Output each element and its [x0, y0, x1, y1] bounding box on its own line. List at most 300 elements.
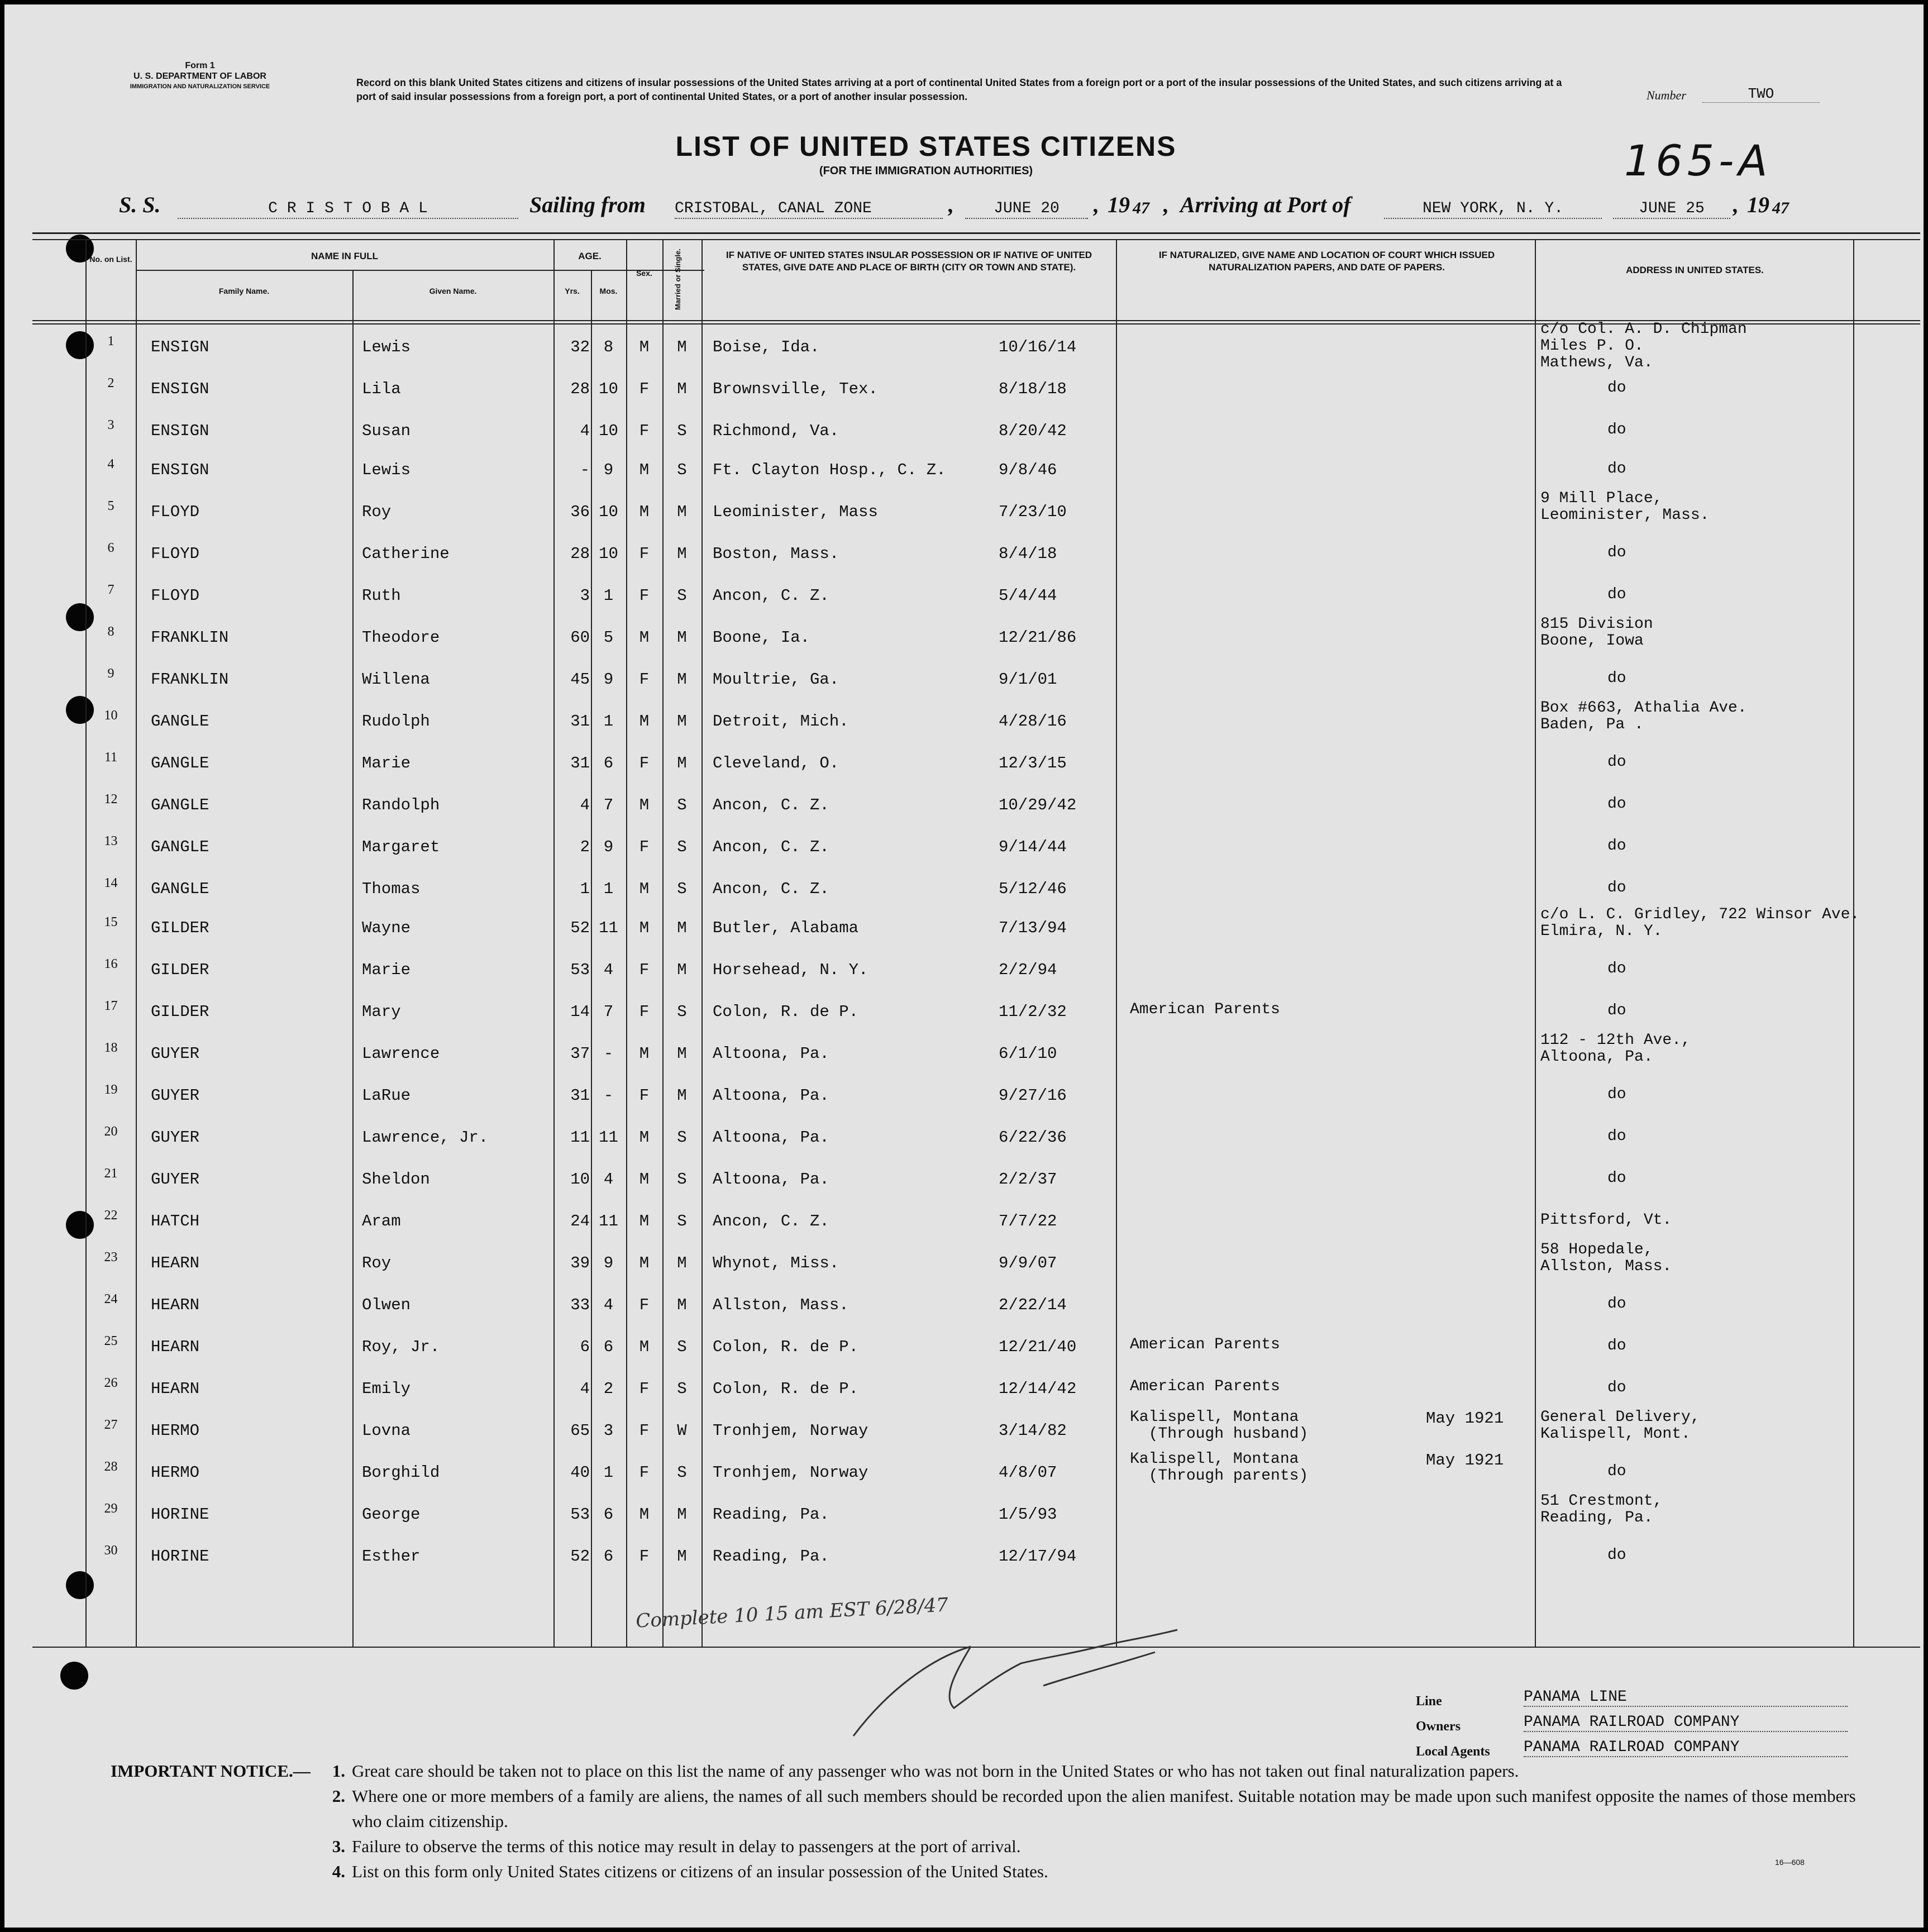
cell-mos: 4 [603, 1296, 614, 1314]
cell-place: Detroit, Mich. [713, 712, 849, 731]
important-notice [111, 1758, 1864, 1884]
cell-no: 1 [107, 334, 114, 349]
cell-ms: S [677, 461, 687, 479]
cell-mos: 7 [603, 1003, 614, 1021]
cell-yrs: 24 [570, 1212, 590, 1230]
table-row [4, 948, 1924, 990]
cell-place: Horsehead, N. Y. [713, 961, 868, 979]
cell-sex: F [639, 1086, 650, 1105]
comma: , [948, 192, 954, 217]
cell-address: do [1607, 753, 1626, 771]
cell-mos: 5 [603, 628, 614, 647]
cell-address: do [1607, 879, 1626, 896]
cell-mos: 10 [599, 545, 618, 563]
cell-sex: F [639, 586, 650, 605]
cell-address: 58 Hopedale, Allston, Mass. [1540, 1241, 1672, 1275]
col-header-married: Married or Single. [674, 249, 682, 311]
footer-code: 16—608 [1775, 1858, 1805, 1867]
cell-sex: F [639, 670, 650, 689]
cell-nat: Kalispell, Montana (Through husband) [1130, 1409, 1309, 1443]
cell-address: do [1607, 960, 1626, 977]
cell-sex: M [639, 1338, 650, 1356]
cell-place: Richmond, Va. [713, 422, 839, 440]
cell-yrs: 33 [570, 1296, 590, 1314]
cell-place: Cleveland, O. [713, 754, 839, 772]
intro-text: Record on this blank United States citizens and citizens of insular possessions of the United States arriving at a port of continental United States from a foreign port or a port of the insular possessions of the United States, and such citizens arriving at a port of said insular possessions from a foreign port, a port of continental United States, or a port of another insular possession. [356, 77, 1562, 102]
table-row [4, 409, 1924, 451]
cell-mos: - [603, 1044, 614, 1063]
cell-no: 17 [104, 999, 118, 1013]
notice-item [111, 1859, 1864, 1884]
cell-sex: M [639, 628, 650, 647]
cell-no: 19 [104, 1082, 118, 1097]
cell-date: 7/23/10 [999, 503, 1067, 521]
cell-nat: Kalispell, Montana (Through parents) [1130, 1451, 1309, 1485]
notice-item [111, 1834, 1864, 1859]
cell-address: do [1607, 1170, 1626, 1187]
cell-family: ENSIGN [151, 422, 209, 440]
cell-sex: F [639, 1463, 650, 1482]
cell-given: Rudolph [362, 712, 430, 731]
cell-address: 51 Crestmont, Reading, Pa. [1540, 1492, 1663, 1526]
cell-ms: S [677, 422, 687, 440]
table-row [4, 1493, 1924, 1534]
cell-place: Reading, Pa. [713, 1547, 829, 1566]
cell-mos: 9 [603, 461, 614, 479]
arriving-label-comma: , [1163, 192, 1169, 217]
cell-no: 25 [104, 1334, 118, 1348]
cell-family: HATCH [151, 1212, 200, 1230]
table-row [4, 1032, 1924, 1074]
cell-sex: M [639, 1505, 650, 1524]
arrival-port: NEW YORK, N. Y. [1422, 200, 1564, 217]
cell-place: Brownsville, Tex. [713, 380, 878, 398]
cell-family: ENSIGN [151, 461, 209, 479]
cell-ms: S [677, 1170, 687, 1189]
cell-date: 9/8/46 [999, 461, 1057, 479]
ss-label: S. S. [119, 192, 161, 217]
arriving-label: Arriving at Port of [1180, 192, 1351, 217]
cell-nat-date: May 1921 [1426, 1409, 1504, 1428]
cell-date: 3/14/82 [999, 1421, 1067, 1440]
cell-family: GILDER [151, 919, 209, 937]
cell-place: Whynot, Miss. [713, 1254, 839, 1272]
cell-yrs: 28 [570, 380, 590, 398]
cell-given: Roy [362, 503, 392, 521]
table-top-rule [32, 232, 1920, 234]
cell-no: 22 [104, 1208, 118, 1223]
table-row [4, 1451, 1924, 1492]
cell-ms: M [677, 545, 687, 563]
sailing-from: CRISTOBAL, CANAL ZONE [675, 200, 872, 217]
cell-yrs: 11 [570, 1128, 590, 1147]
sailing-year-prefix: 19 [1108, 192, 1130, 217]
cell-family: GILDER [151, 961, 209, 979]
handwritten-number: 165-A [1624, 136, 1772, 185]
cell-given: Olwen [362, 1296, 411, 1314]
cell-yrs: 2 [580, 838, 590, 856]
cell-family: ENSIGN [151, 338, 209, 356]
cell-family: HORINE [151, 1547, 209, 1566]
cell-ms: M [677, 1044, 687, 1063]
cell-mos: 9 [603, 1254, 614, 1272]
col-header-sex: Sex. [636, 269, 652, 278]
cell-place: Leominister, Mass [713, 503, 878, 521]
cell-sex: M [639, 1128, 650, 1147]
cell-address: Box #663, Athalia Ave. Baden, Pa . [1540, 699, 1747, 733]
cell-family: HERMO [151, 1463, 200, 1482]
cell-sex: M [639, 1254, 650, 1272]
cell-no: 28 [104, 1459, 118, 1474]
owners-label: Owners [1416, 1719, 1461, 1734]
col-header-name: NAME IN FULL [311, 251, 378, 261]
cell-ms: M [677, 380, 687, 398]
cell-ms: S [677, 1003, 687, 1021]
cell-date: 9/27/16 [999, 1086, 1067, 1105]
cell-no: 12 [104, 792, 118, 807]
cell-mos: 9 [603, 670, 614, 689]
cell-yrs: 31 [570, 754, 590, 772]
signature [786, 1624, 1244, 1753]
cell-mos: 4 [603, 1170, 614, 1189]
cell-place: Allston, Mass. [713, 1296, 849, 1314]
table-row [4, 1535, 1924, 1576]
cell-no: 5 [107, 499, 114, 513]
cell-given: Wayne [362, 919, 411, 937]
cell-family: GUYER [151, 1128, 200, 1147]
notice-number: 4. [332, 1862, 345, 1881]
cell-place: Tronhjem, Norway [713, 1421, 868, 1440]
cell-address: Pittsford, Vt. [1540, 1211, 1672, 1229]
table-row [4, 990, 1924, 1032]
cell-mos: 6 [603, 1547, 614, 1566]
cell-family: GANGLE [151, 838, 209, 856]
cell-ms: M [677, 628, 687, 647]
cell-date: 2/2/94 [999, 961, 1057, 979]
notice-text: Failure to observe the terms of this notice may result in delay to passengers at the port of arrival. [352, 1836, 1021, 1856]
cell-place: Colon, R. de P. [713, 1338, 859, 1356]
cell-place: Ancon, C. Z. [713, 586, 829, 605]
cell-given: Lila [362, 380, 401, 398]
cell-sex: M [639, 1044, 650, 1063]
agents-label: Local Agents [1416, 1744, 1490, 1759]
cell-mos: 9 [603, 838, 614, 856]
cell-given: Lawrence, Jr. [362, 1128, 489, 1147]
comma: , [1094, 192, 1099, 217]
cell-date: 4/28/16 [999, 712, 1067, 731]
cell-given: Marie [362, 754, 411, 772]
table-row [4, 784, 1924, 825]
cell-date: 9/1/01 [999, 670, 1057, 689]
table-row [4, 1409, 1924, 1451]
cell-ms: M [677, 338, 687, 356]
table-row [4, 742, 1924, 783]
cell-ms: M [677, 961, 687, 979]
cell-sex: M [639, 461, 650, 479]
form-header [94, 60, 306, 92]
cell-address: General Delivery, Kalispell, Mont. [1540, 1409, 1700, 1443]
cell-yrs: 60 [570, 628, 590, 647]
cell-given: Theodore [362, 628, 440, 647]
cell-address: c/o L. C. Gridley, 722 Winsor Ave. Elmira, N. Y. [1540, 906, 1860, 940]
number-value: TWO [1702, 85, 1820, 103]
page-subtitle: (FOR THE IMMIGRATION AUTHORITIES) [819, 165, 1033, 177]
cell-mos: 11 [599, 1128, 618, 1147]
cell-date: 9/9/07 [999, 1254, 1057, 1272]
cell-ms: M [677, 670, 687, 689]
cell-mos: 6 [603, 1338, 614, 1356]
cell-no: 7 [107, 583, 114, 597]
punch-hole [60, 1662, 88, 1690]
line-label: Line [1416, 1694, 1442, 1709]
sailing-date: JUNE 20 [994, 200, 1060, 217]
cell-no: 4 [107, 457, 114, 471]
cell-date: 2/22/14 [999, 1296, 1067, 1314]
cell-given: Emily [362, 1380, 411, 1398]
cell-date: 12/21/86 [999, 628, 1077, 647]
cell-given: Willena [362, 670, 430, 689]
cell-yrs: 10 [570, 1170, 590, 1189]
table-row [4, 1074, 1924, 1115]
cell-family: FRANKLIN [151, 670, 229, 689]
cell-date: 8/18/18 [999, 380, 1067, 398]
cell-given: Roy, Jr. [362, 1338, 440, 1356]
cell-date: 10/29/42 [999, 796, 1077, 814]
cell-ms: S [677, 796, 687, 814]
table-row [4, 907, 1924, 948]
cell-ms: S [677, 586, 687, 605]
cell-address: 815 Division Boone, Iowa [1540, 616, 1653, 650]
cell-given: Mary [362, 1003, 401, 1021]
cell-no: 10 [104, 708, 118, 723]
cell-sex: F [639, 545, 650, 563]
cell-date: 12/21/40 [999, 1338, 1077, 1356]
cell-yrs: 37 [570, 1044, 590, 1063]
cell-mos: 6 [603, 1505, 614, 1524]
table-row [4, 1116, 1924, 1157]
cell-given: Roy [362, 1254, 392, 1272]
cell-given: Lovna [362, 1421, 411, 1440]
cell-no: 16 [104, 957, 118, 971]
cell-ms: M [677, 1254, 687, 1272]
cell-sex: F [639, 1296, 650, 1314]
cell-place: Colon, R. de P. [713, 1003, 859, 1021]
notice-number: 1. [332, 1761, 345, 1781]
cell-ms: M [677, 754, 687, 772]
cell-no: 14 [104, 876, 118, 890]
cell-place: Altoona, Pa. [713, 1044, 829, 1063]
cell-family: HEARN [151, 1338, 200, 1356]
col-header-birth: IF NATIVE OF UNITED STATES INSULAR POSSESSION OR IF NATIVE OF UNITED STATES, GIVE DATE AND PLACE OF BIRTH (CITY OR TOWN AND STATE). [726, 250, 1092, 273]
cell-place: Ancon, C. Z. [713, 1212, 829, 1230]
cell-given: Thomas [362, 880, 421, 898]
notice-item [111, 1758, 1864, 1783]
cell-ms: M [677, 712, 687, 731]
cell-sex: M [639, 796, 650, 814]
table-row [4, 826, 1924, 867]
cell-family: GUYER [151, 1170, 200, 1189]
cell-given: Lawrence [362, 1044, 440, 1063]
cell-given: Lewis [362, 338, 411, 356]
cell-place: Moultrie, Ga. [713, 670, 839, 689]
cell-family: GANGLE [151, 796, 209, 814]
cell-date: 11/2/32 [999, 1003, 1067, 1021]
cell-given: Ruth [362, 586, 401, 605]
cell-ms: M [677, 1505, 687, 1524]
cell-address: do [1607, 795, 1626, 813]
cell-family: HORINE [151, 1505, 209, 1524]
cell-no: 13 [104, 834, 118, 848]
cell-ms: M [677, 1296, 687, 1314]
cell-no: 29 [104, 1501, 118, 1516]
cell-mos: 1 [603, 1463, 614, 1482]
cell-ms: S [677, 880, 687, 898]
cell-yrs: 6 [580, 1338, 590, 1356]
notice-item [111, 1783, 1864, 1834]
cell-address: do [1607, 1463, 1626, 1480]
cell-nat: American Parents [1130, 1378, 1280, 1395]
cell-ms: S [677, 1338, 687, 1356]
cell-no: 23 [104, 1250, 118, 1265]
cell-ms: M [677, 1086, 687, 1105]
cell-mos: 10 [599, 422, 618, 440]
cell-yrs: 31 [570, 712, 590, 731]
cell-yrs: 53 [570, 1505, 590, 1524]
cell-given: Margaret [362, 838, 440, 856]
table-row [4, 1367, 1924, 1409]
cell-mos: - [603, 1086, 614, 1105]
table-row [4, 1158, 1924, 1199]
cell-family: HEARN [151, 1296, 200, 1314]
cell-address: do [1607, 1295, 1626, 1313]
table-row [4, 368, 1924, 409]
cell-family: GUYER [151, 1086, 200, 1105]
cell-place: Colon, R. de P. [713, 1380, 859, 1398]
table-row [4, 658, 1924, 699]
cell-sex: M [639, 712, 650, 731]
cell-date: 8/4/18 [999, 545, 1057, 563]
cell-place: Altoona, Pa. [713, 1128, 829, 1147]
cell-no: 18 [104, 1041, 118, 1055]
cell-family: FLOYD [151, 545, 200, 563]
manifest-page [4, 4, 1924, 1928]
cell-nat: American Parents [1130, 1336, 1280, 1353]
cell-place: Ancon, C. Z. [713, 838, 829, 856]
cell-ms: M [677, 1547, 687, 1566]
notice-text: List on this form only United States citizens or citizens of an insular possession of the United States. [352, 1862, 1048, 1881]
table-row [4, 1242, 1924, 1283]
cell-mos: 10 [599, 503, 618, 521]
cell-address: do [1607, 837, 1626, 855]
cell-date: 5/12/46 [999, 880, 1067, 898]
cell-given: Susan [362, 422, 411, 440]
cell-yrs: 39 [570, 1254, 590, 1272]
cell-family: GUYER [151, 1044, 200, 1063]
sailing-date-field [965, 192, 1088, 219]
cell-date: 10/16/14 [999, 338, 1077, 356]
cell-yrs: 4 [580, 422, 590, 440]
cell-yrs: 45 [570, 670, 590, 689]
cell-place: Tronhjem, Norway [713, 1463, 868, 1482]
cell-no: 15 [104, 915, 118, 929]
cell-yrs: 31 [570, 1086, 590, 1105]
cell-address: c/o Col. A. D. Chipman Miles P. O. Mathews, Va. [1540, 321, 1747, 371]
handwritten-completion-note: Complete 10 15 am EST 6/28/47 [635, 1594, 949, 1633]
cell-given: Borghild [362, 1463, 440, 1482]
table-row [4, 574, 1924, 616]
cell-ms: S [677, 838, 687, 856]
cell-no: 11 [104, 750, 118, 765]
cell-no: 8 [107, 624, 114, 639]
cell-no: 9 [107, 666, 114, 681]
col-header-family: Family Name. [218, 287, 270, 295]
table-top-rule-2 [32, 239, 1920, 240]
cell-address: do [1607, 1547, 1626, 1564]
cell-yrs: 4 [580, 1380, 590, 1398]
table-row [4, 1325, 1924, 1367]
sailing-year: 47 [1133, 199, 1149, 217]
cell-yrs: 40 [570, 1463, 590, 1482]
cell-mos: 10 [599, 380, 618, 398]
cell-sex: F [639, 961, 650, 979]
line-value: PANAMA LINE [1524, 1688, 1848, 1707]
sailing-from-field [675, 192, 943, 219]
subheader-rule [136, 270, 704, 271]
cell-date: 7/13/94 [999, 919, 1067, 937]
cell-yrs: 14 [570, 1003, 590, 1021]
form-number: Form 1 [185, 61, 215, 70]
notice-text: Where one or more members of a family are aliens, the names of all such members should be recorded upon the alien manifest. Suitable notation may be made upon such manifest opposite the names of those members who claim citizenship. [352, 1786, 1856, 1831]
cell-given: Randolph [362, 796, 440, 814]
cell-date: 8/20/42 [999, 422, 1067, 440]
cell-mos: 1 [603, 712, 614, 731]
cell-sex: M [639, 919, 650, 937]
cell-sex: F [639, 1003, 650, 1021]
cell-place: Ft. Clayton Hosp., C. Z. [713, 461, 946, 479]
comma: , [1733, 192, 1739, 217]
cell-family: GILDER [151, 1003, 209, 1021]
notice-number: 3. [332, 1836, 345, 1856]
cell-no: 30 [104, 1543, 118, 1558]
cell-given: George [362, 1505, 421, 1524]
cell-yrs: 65 [570, 1421, 590, 1440]
cell-sex: F [639, 838, 650, 856]
cell-yrs: 32 [570, 338, 590, 356]
arrival-port-field [1384, 192, 1602, 219]
cell-address: do [1607, 544, 1626, 561]
table-row [4, 700, 1924, 741]
number-label: Number [1647, 88, 1686, 102]
cell-mos: 6 [603, 754, 614, 772]
cell-date: 12/3/15 [999, 754, 1067, 772]
col-header-no: No. on List. [89, 255, 132, 264]
cell-sex: M [639, 503, 650, 521]
cell-place: Ancon, C. Z. [713, 796, 829, 814]
cell-no: 6 [107, 541, 114, 555]
cell-address: do [1607, 1086, 1626, 1103]
ship-name-field [178, 192, 518, 219]
cell-date: 2/2/37 [999, 1170, 1057, 1189]
sailing-label: Sailing from [529, 192, 646, 217]
cell-no: 3 [107, 418, 114, 432]
cell-place: Altoona, Pa. [713, 1086, 829, 1105]
cell-sex: M [639, 338, 650, 356]
cell-ms: S [677, 1128, 687, 1147]
arrival-date-field [1613, 192, 1730, 219]
cell-given: LaRue [362, 1086, 411, 1105]
cell-address: do [1607, 1379, 1626, 1396]
cell-yrs: 52 [570, 919, 590, 937]
